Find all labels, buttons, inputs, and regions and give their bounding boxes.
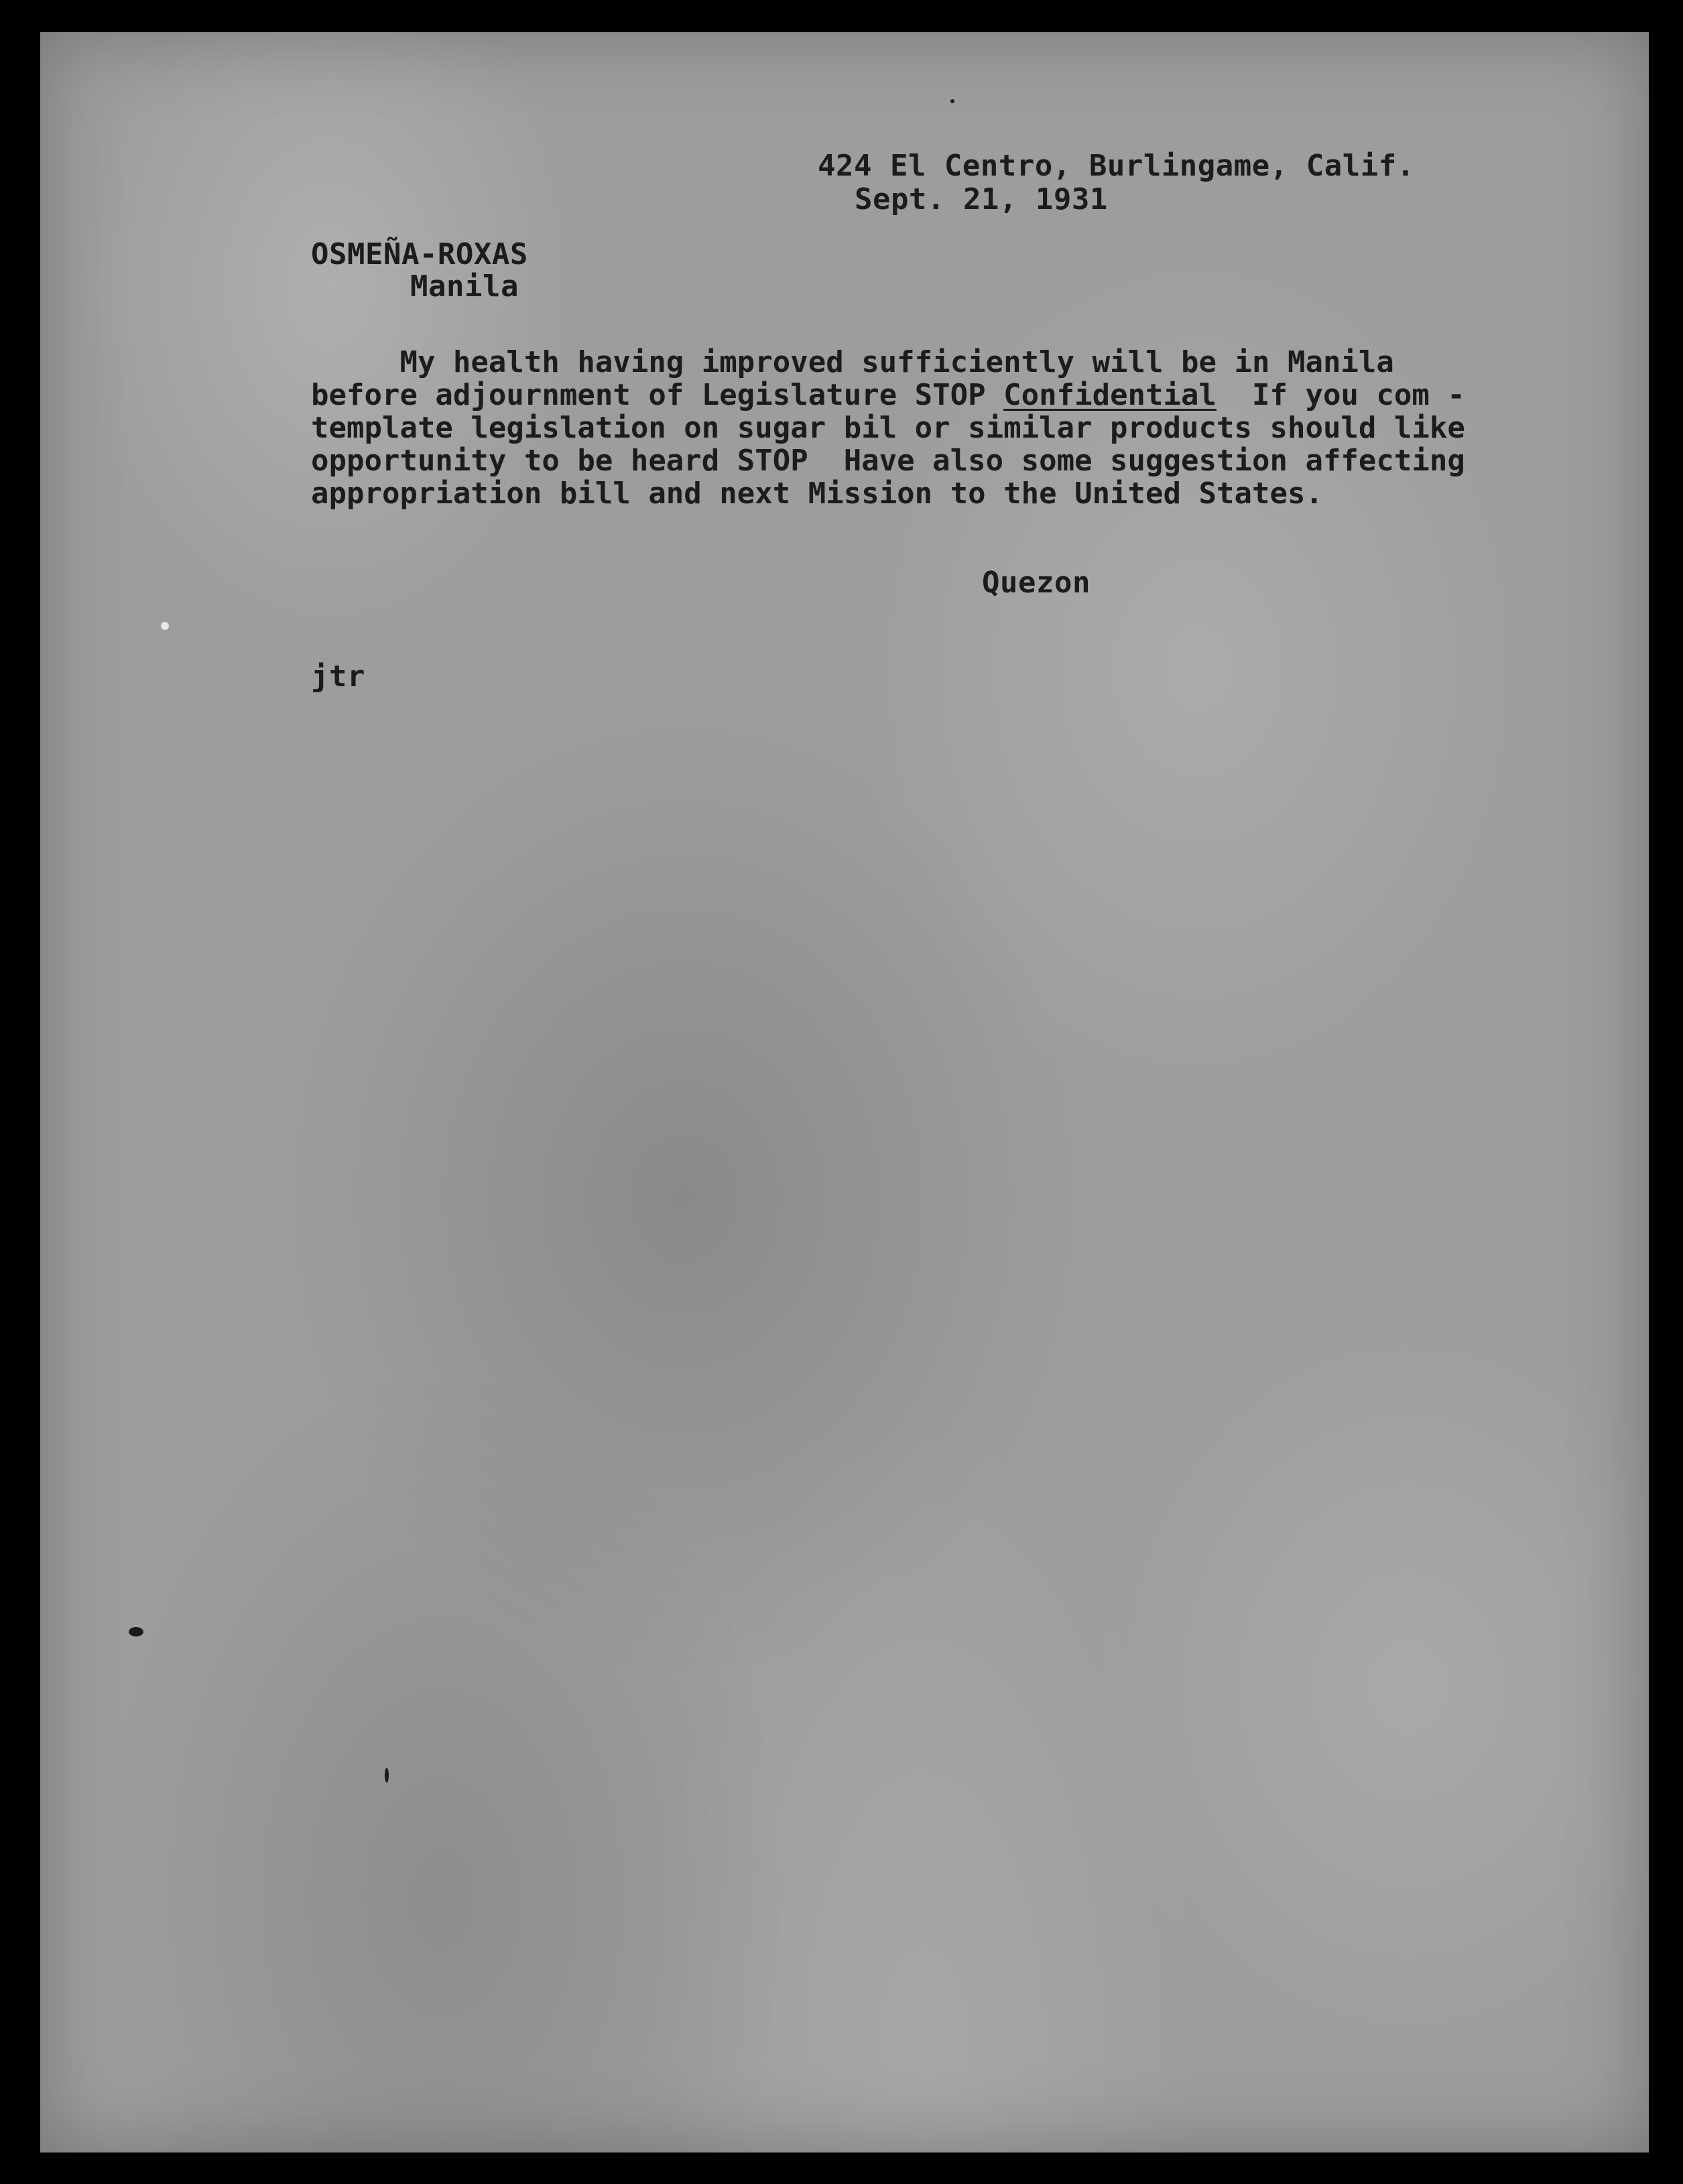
signature-name: Quezon — [982, 566, 1090, 600]
body-line-4: opportunity to be heard STOP Have also some suggestion affecting — [311, 444, 1465, 478]
recipient-name: OSMEÑA-ROXAS — [311, 237, 528, 271]
body-line-3: template legislation on sugar bil or similar products should like — [311, 411, 1465, 445]
confidential-word: Confidential — [1003, 378, 1217, 412]
letter-date: Sept. 21, 1931 — [855, 182, 1108, 216]
typist-initials: jtr — [311, 659, 365, 694]
white-speck — [161, 622, 169, 630]
body-line-2-start: before adjournment of Legislature STOP — [311, 378, 1004, 412]
ink-speck — [385, 1768, 389, 1783]
letter-page — [40, 32, 1649, 2153]
ink-speck — [950, 99, 954, 103]
sender-address: 424 El Centro, Burlingame, Calif. — [818, 149, 1415, 183]
letter-body — [311, 345, 1465, 511]
recipient-city: Manila — [410, 269, 519, 304]
ink-speck — [129, 1627, 143, 1636]
body-line-2-end: If you com - — [1217, 378, 1465, 412]
body-line-1: My health having improved sufficiently will be in Manila — [311, 345, 1394, 379]
body-line-5: appropriation bill and next Mission to the United States. — [311, 476, 1323, 511]
body-line-2 — [311, 378, 1465, 412]
